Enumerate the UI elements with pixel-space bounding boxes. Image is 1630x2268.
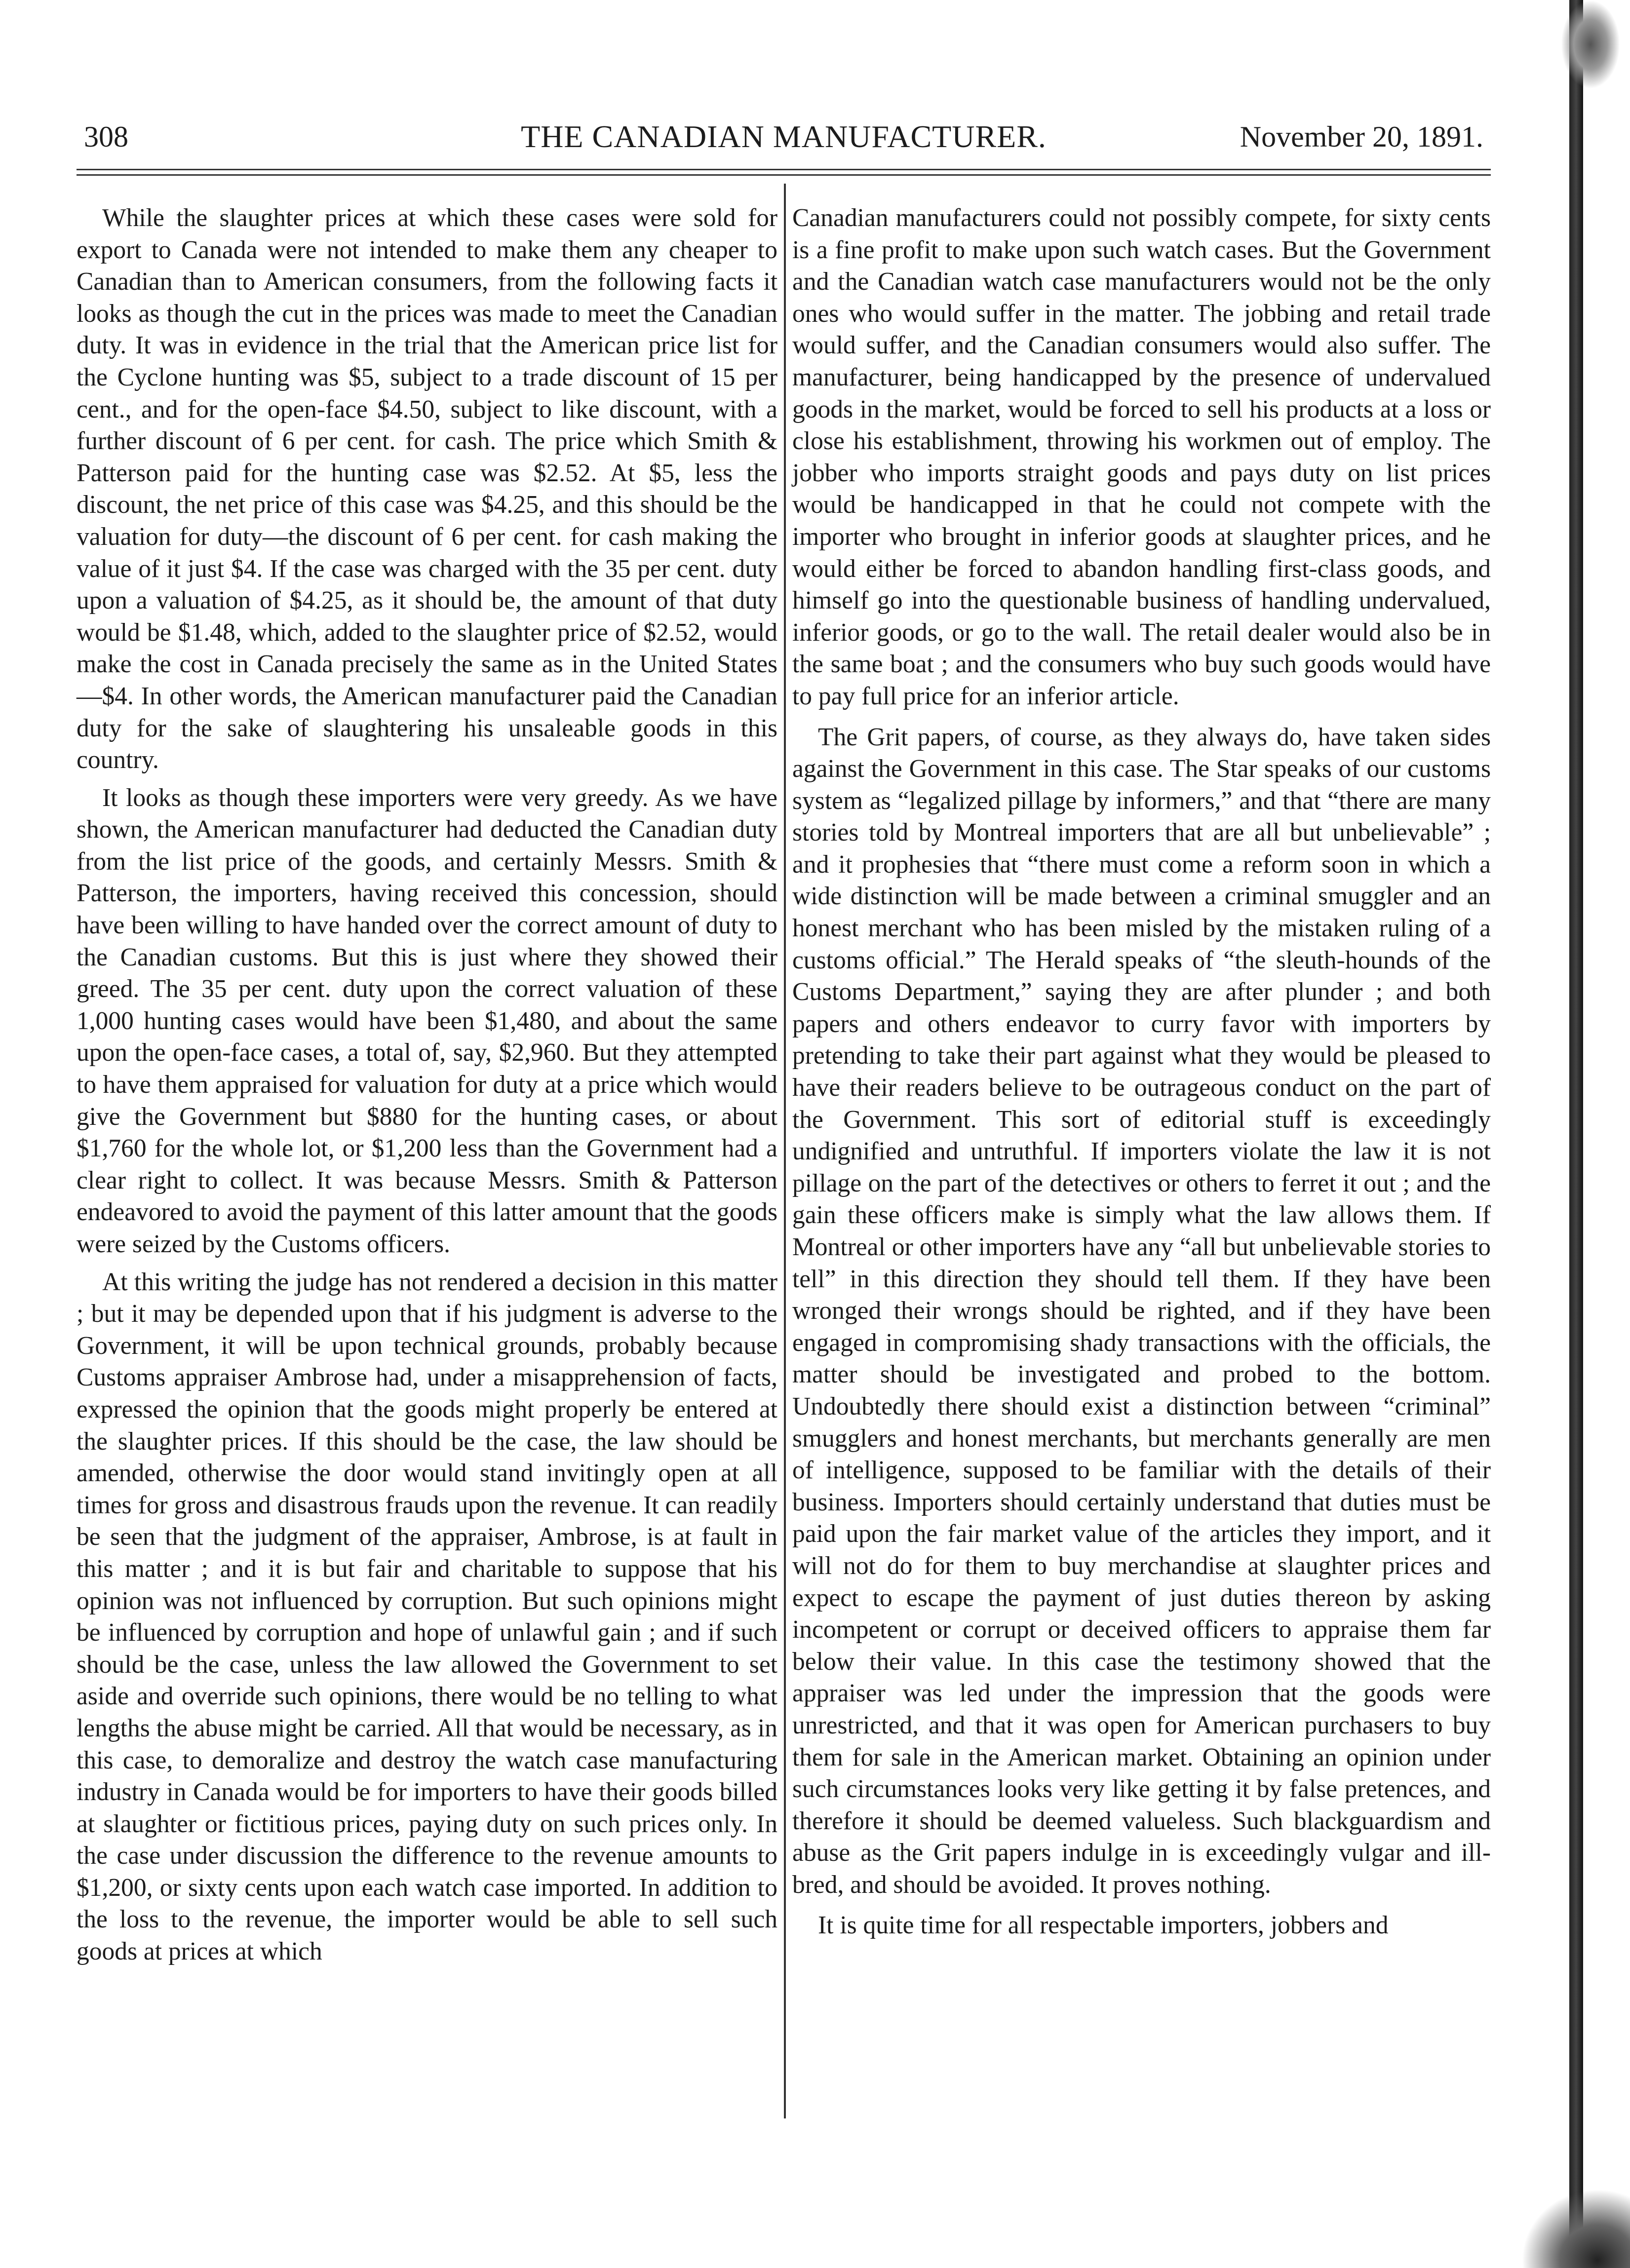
ink-blot-bottom: [1521, 2189, 1630, 2268]
right-paragraph-2: The Grit papers, of course, as they always do, have taken sides against the Government in this case. The Star speaks of our customs system as “legalized pillage by informers,” and that “there are many stories told by Montreal importers that are all but unbelievable” ; and it prophesies that “there must come a reform soon in which a wide distinction will be made between a criminal smuggler and an honest merchant who has been misled by the mistaken ruling of a customs official.” The Herald speaks of “the sleuth-hounds of the Customs Department,” saying they are after plunder ; and both papers and others endeavor to curry favor with importers by pretending to take their part against what they would be pleased to have their readers believe to be outrageous conduct on the part of the Government. This sort of editorial stuff is exceedingly undignified and untruthful. If importers violate the law it is not pillage on the part of the detectives or others to ferret it out ; and the gain these officers make is simply what the law allows them. If Montreal or other importers have any “all but unbelievable stories to tell” in this direction they should tell them. If they have been wronged their wrongs should be righted, and if they have been engaged in compromising shady transactions with the officials, the matter should be investigated and probed to the bottom. Undoubtedly there should exist a distinction between “criminal” smugglers and honest merchants, but merchants generally are men of intelligence, supposed to be familiar with the details of their business. Importers should certainly understand that duties must be paid upon the fair market value of the articles they import, and it will not do for them to buy merchandise at slaughter prices and expect to escape the payment of just duties thereon by asking incompetent or corrupt or deceived officers to appraise them far below their value. In this case the testimony showed that the appraiser was led under the impression that the goods were unrestricted, and that it was open for American purchasers to buy them for sale in the American market. Obtaining an opinion under such circumstances looks very like getting it by false pretences, and therefore it should be deemed valueless. Such blackguardism and abuse as the Grit papers indulge in is exceedingly vulgar and ill-bred, and should be avoided. It proves nothing.: [792, 723, 1491, 1899]
issue-date: November 20, 1891.: [1240, 120, 1483, 153]
left-paragraph-1: While the slaughter prices at which these cases were sold for export to Canada were not intended to make them any cheaper to Canadian than to American consumers, from the following facts it looks as though the cut in the prices was made to meet the Canadian duty. It was in evidence in the trial that the American price list for the Cyclone hunting was $5, subject to a trade discount of 15 per cent., and for the open-face $4.50, subject to like discount, with a further discount of 6 per cent. for cash. The price which Smith & Patterson paid for the hunting case was $2.52. At $5, less the discount, the net price of this case was $4.25, and this should be the valuation for duty—the discount of 6 per cent. for cash making the value of it just $4. If the case was charged with the 35 per cent. duty upon a valuation of $4.25, as it should be, the amount of that duty would be $1.48, which, added to the slaughter price of $2.52, would make the cost in Canada precisely the same as in the United States—$4. In other words, the American manufacturer paid the Canadian duty for the sake of slaughtering his unsaleable goods in this country.: [77, 204, 777, 774]
header-rule-bottom: [77, 174, 1491, 176]
ink-blot-top: [1561, 0, 1620, 89]
left-paragraph-3: At this writing the judge has not rendered a decision in this matter ; but it may be depended upon that if his judgment is adverse to the Government, it will be upon technical grounds, probably because Customs appraiser Ambrose had, under a misapprehension of facts, expressed the opinion that the goods might properly be entered at the slaughter prices. If this should be the case, the law should be amended, otherwise the door would stand invitingly open at all times for gross and disastrous frauds upon the revenue. It can readily be seen that the judgment of the appraiser, Ambrose, is at fault in this matter ; and it is but fair and charitable to suppose that his opinion was not influenced by corruption. But such opinions might be influenced by corruption and hope of unlawful gain ; and if such should be the case, unless the law allowed the Government to set aside and override such opinions, there would be no telling to what lengths the abuse might be carried. All that would be necessary, as in this case, to demoralize and destroy the watch case manufacturing industry in Canada would be for importers to have their goods billed at slaughter or fictitious prices, paying duty on such prices only. In the case under discussion the difference to the revenue amounts to $1,200, or sixty cents upon each watch case imported. In addition to the loss to the revenue, the importer would be able to sell such goods at prices at which: [77, 1268, 777, 1966]
left-paragraph-2: It looks as though these importers were very greedy. As we have shown, the American manufacturer had deducted the Canadian duty from the list price of the goods, and certainly Messrs. Smith & Patterson, the importers, having received this concession, should have been willing to have handed over the correct amount of duty to the Canadian customs. But this is just where they showed their greed. The 35 per cent. duty upon the correct valuation of these 1,000 hunting cases would have been $1,480, and about the same upon the open-face cases, a total of, say, $2,960. But they attempted to have them appraised for valuation for duty at a price which would give the Government but $880 for the hunting cases, or about $1,760 for the whole lot, or $1,200 less than the Government had a clear right to collect. It was because Messrs. Smith & Patterson endeavored to avoid the payment of this latter amount that the goods were seized by the Customs officers.: [77, 783, 777, 1258]
masthead-title: THE CANADIAN MANUFACTURER.: [521, 119, 1047, 154]
right-paragraph-1: Canadian manufacturers could not possibly compete, for sixty cents is a fine profit to make upon such watch cases. But the Government and the Canadian watch case manufacturers would not be the only ones who would suffer in the matter. The jobbing and retail trade would suffer, and the Canadian consumers would also suffer. The manufacturer, being handicapped by the presence of undervalued goods in the market, would be forced to sell his products at a loss or close his establishment, throwing his workmen out of employ. The jobber who imports straight goods and pays duty on list prices would be handicapped in that he could not compete with the importer who brought in inferior goods at slaughter prices, and he would either be forced to abandon handling first-class goods, and himself go into the questionable business of handling undervalued, inferior goods, or go to the wall. The retail dealer would also be in the same boat ; and the consumers who buy such goods would have to pay full price for an inferior article.: [792, 204, 1491, 710]
header-rule-top: [77, 169, 1491, 170]
left-column: [77, 202, 777, 1974]
right-column: [792, 202, 1491, 1948]
right-paragraph-3: It is quite time for all respectable importers, jobbers and: [818, 1911, 1389, 1940]
binding-edge-shadow: [1569, 0, 1583, 2268]
page-header: [84, 115, 1483, 159]
page-number: 308: [84, 120, 128, 153]
column-divider: [784, 184, 786, 2118]
